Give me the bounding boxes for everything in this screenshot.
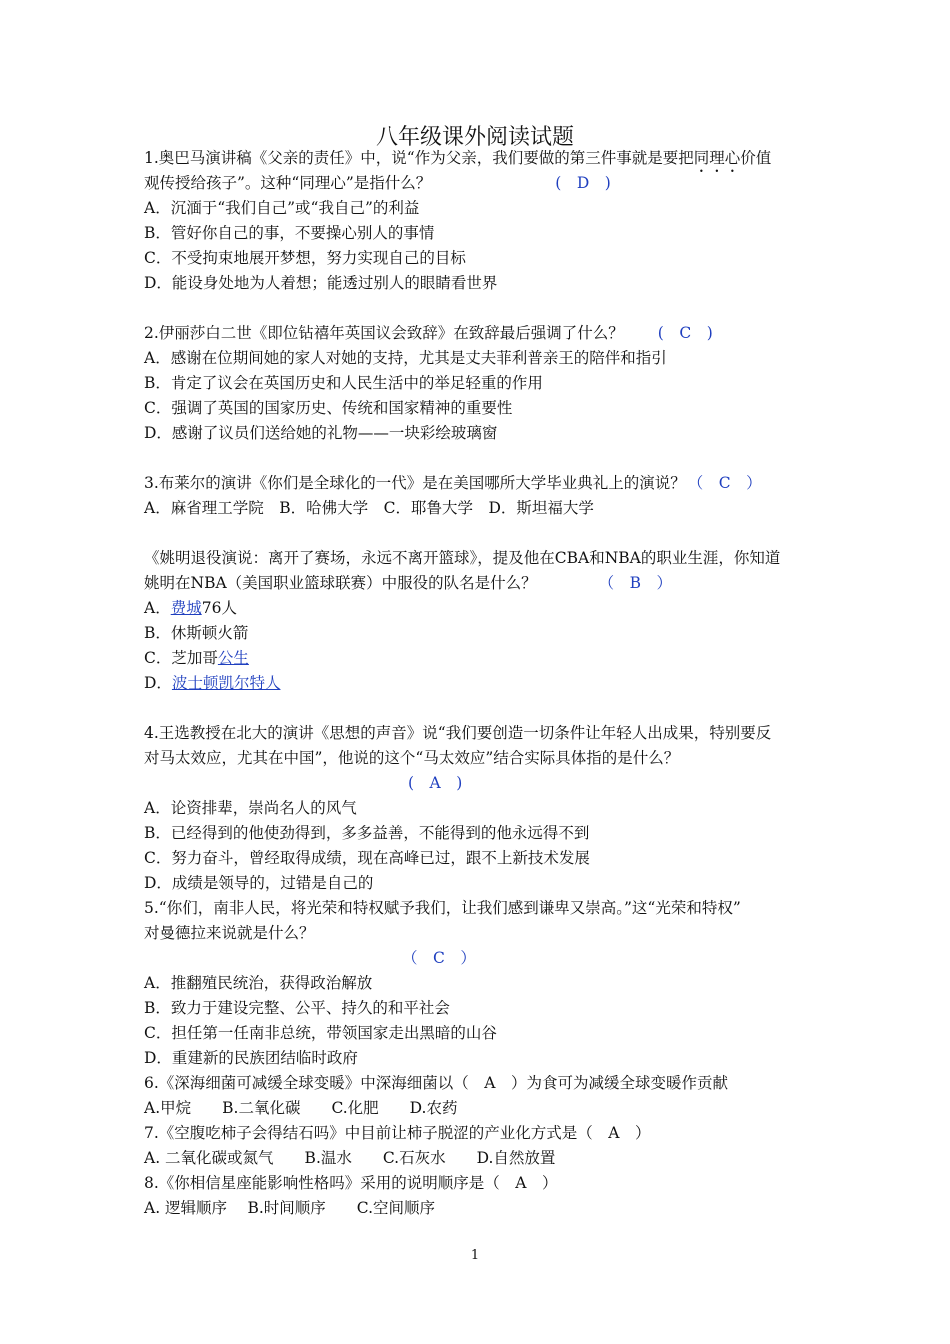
q8-line: 8.《你相信星座能影响性格吗》采用的说明顺序是（ A ） bbox=[144, 1174, 558, 1192]
q2-option: D．感谢了议员们送给她的礼物——一块彩绘玻璃窗 bbox=[144, 424, 498, 442]
q1-option: A．沉湎于“我们自己”或“我自己”的利益 bbox=[144, 199, 420, 217]
q4-option: C．努力奋斗，曾经取得成绩，现在高峰已过，跟不上新技术发展 bbox=[144, 849, 590, 867]
qyao-text-2: 姚明在NBA（美国职业篮球联赛）中服役的队名是什么？ bbox=[144, 574, 537, 592]
q6-options: A.甲烷 B.二氧化碳 C.化肥 D.农药 bbox=[144, 1099, 458, 1117]
qyao-option-d bbox=[144, 671, 814, 696]
q5-answer: （ C ） bbox=[402, 949, 476, 967]
q2-text: 2.伊丽莎白二世《即位钻禧年英国议会致辞》在致辞最后强调了什么？ bbox=[144, 324, 624, 342]
qyao-option-a-label: A． bbox=[144, 599, 171, 617]
q2-line bbox=[144, 321, 814, 346]
q2-option: C．强调了英国的国家历史、传统和国家精神的重要性 bbox=[144, 399, 513, 417]
q3-text: 3.布莱尔的演讲《你们是全球化的一代》是在美国哪所大学毕业典礼上的演说？ bbox=[144, 474, 686, 492]
q4-option: D．成绩是领导的，过错是自己的 bbox=[144, 874, 374, 892]
q5-option: C．担任第一任南非总统，带领国家走出黑暗的山谷 bbox=[144, 1024, 497, 1042]
q2-option: B．肯定了议会在英国历史和人民生活中的举足轻重的作用 bbox=[144, 374, 543, 392]
q3-options: A．麻省理工学院 B．哈佛大学 C．耶鲁大学 D．斯坦福大学 bbox=[144, 499, 594, 517]
q1-answer: ( D ) bbox=[555, 174, 611, 192]
q5-option: B．致力于建设完整、公平、持久的和平社会 bbox=[144, 999, 450, 1017]
q4-line2: 对马太效应，尤其在中国”，他说的这个“马太效应”结合实际具体指的是什么？ bbox=[144, 749, 680, 767]
qyao-option-c bbox=[144, 646, 814, 671]
q1-emphasis: 同理心 bbox=[693, 149, 741, 167]
q7-options: A. 二氧化碳或氮气 B.温水 C.石灰水 D.自然放置 bbox=[144, 1149, 556, 1167]
q5-line1: 5.“你们，南非人民，将光荣和特权赋予我们，让我们感到谦卑又崇高。”这“光荣和特权” bbox=[144, 899, 741, 917]
q5-option: D．重建新的民族团结临时政府 bbox=[144, 1049, 358, 1067]
q3-line bbox=[144, 471, 814, 496]
q3-answer: （ C ） bbox=[687, 474, 762, 492]
qyao-line1: 《姚明退役演说：离开了赛场，永远不离开篮球》，提及他在CBA和NBA的职业生涯，你知道 bbox=[144, 549, 781, 567]
qyao-answer: （ B ） bbox=[598, 574, 673, 592]
q1-text-2: 观传授给孩子”。这种“同理心”是指什么？ bbox=[144, 174, 432, 192]
q5-answer-line bbox=[144, 946, 814, 971]
q1-option: B．管好你自己的事，不要操心别人的事情 bbox=[144, 224, 435, 242]
q1-text-post: 价值 bbox=[740, 149, 772, 167]
philadelphia-link[interactable]: 费城 bbox=[170, 599, 202, 617]
qyao-option-a-suffix: 76人 bbox=[201, 599, 237, 617]
q1-line1 bbox=[144, 146, 814, 171]
q5-line2: 对曼德拉来说就是什么？ bbox=[144, 924, 315, 942]
q4-option: A．论资排辈，崇尚名人的风气 bbox=[144, 799, 357, 817]
q2-option: A．感谢在位期间她的家人对她的支持，尤其是丈夫菲利普亲王的陪伴和指引 bbox=[144, 349, 667, 367]
q6-line: 6.《深海细菌可减缓全球变暖》中深海细菌以（ A ）为食可为减缓全球变暖作贡献 bbox=[144, 1074, 728, 1092]
q1-option: D．能设身处地为人着想；能透过别人的眼睛看世界 bbox=[144, 274, 498, 292]
qyao-option-b: B．休斯顿火箭 bbox=[144, 624, 249, 642]
qyao-option-c-label: C．芝加哥 bbox=[144, 649, 218, 667]
qyao-option-a bbox=[144, 596, 814, 621]
q7-line: 7.《空腹吃柿子会得结石吗》中目前让柿子脱涩的产业化方式是（ A ） bbox=[144, 1124, 651, 1142]
qyao-option-d-label: D． bbox=[144, 674, 172, 692]
q4-line1: 4.王选教授在北大的演讲《思想的声音》说“我们要创造一切条件让年轻人出成果，特别要反 bbox=[144, 724, 772, 742]
bulls-link[interactable]: 公生 bbox=[217, 649, 249, 667]
q1-option: C．不受拘束地展开梦想，努力实现自己的目标 bbox=[144, 249, 466, 267]
question-list bbox=[144, 146, 814, 1221]
qyao-line2 bbox=[144, 571, 814, 596]
q4-answer-line bbox=[144, 771, 814, 796]
q1-text-pre: 1.奥巴马演讲稿《父亲的责任》中，说“作为父亲，我们要做的第三件事就是要把 bbox=[144, 149, 694, 167]
q5-option: A．推翻殖民统治，获得政治解放 bbox=[144, 974, 373, 992]
q4-answer: ( A ) bbox=[408, 774, 463, 792]
q1-line2 bbox=[144, 171, 814, 196]
q2-answer: ( C ) bbox=[657, 324, 713, 342]
celtics-link[interactable]: 波士顿凯尔特人 bbox=[171, 674, 281, 692]
page-title: 八年级课外阅读试题 bbox=[375, 125, 574, 150]
page-number: 1 bbox=[470, 1248, 480, 1263]
q8-options: A. 逻辑顺序 B.时间顺序 C.空间顺序 bbox=[144, 1199, 436, 1217]
q4-option: B．已经得到的他使劲得到，多多益善，不能得到的他永远得不到 bbox=[144, 824, 590, 842]
